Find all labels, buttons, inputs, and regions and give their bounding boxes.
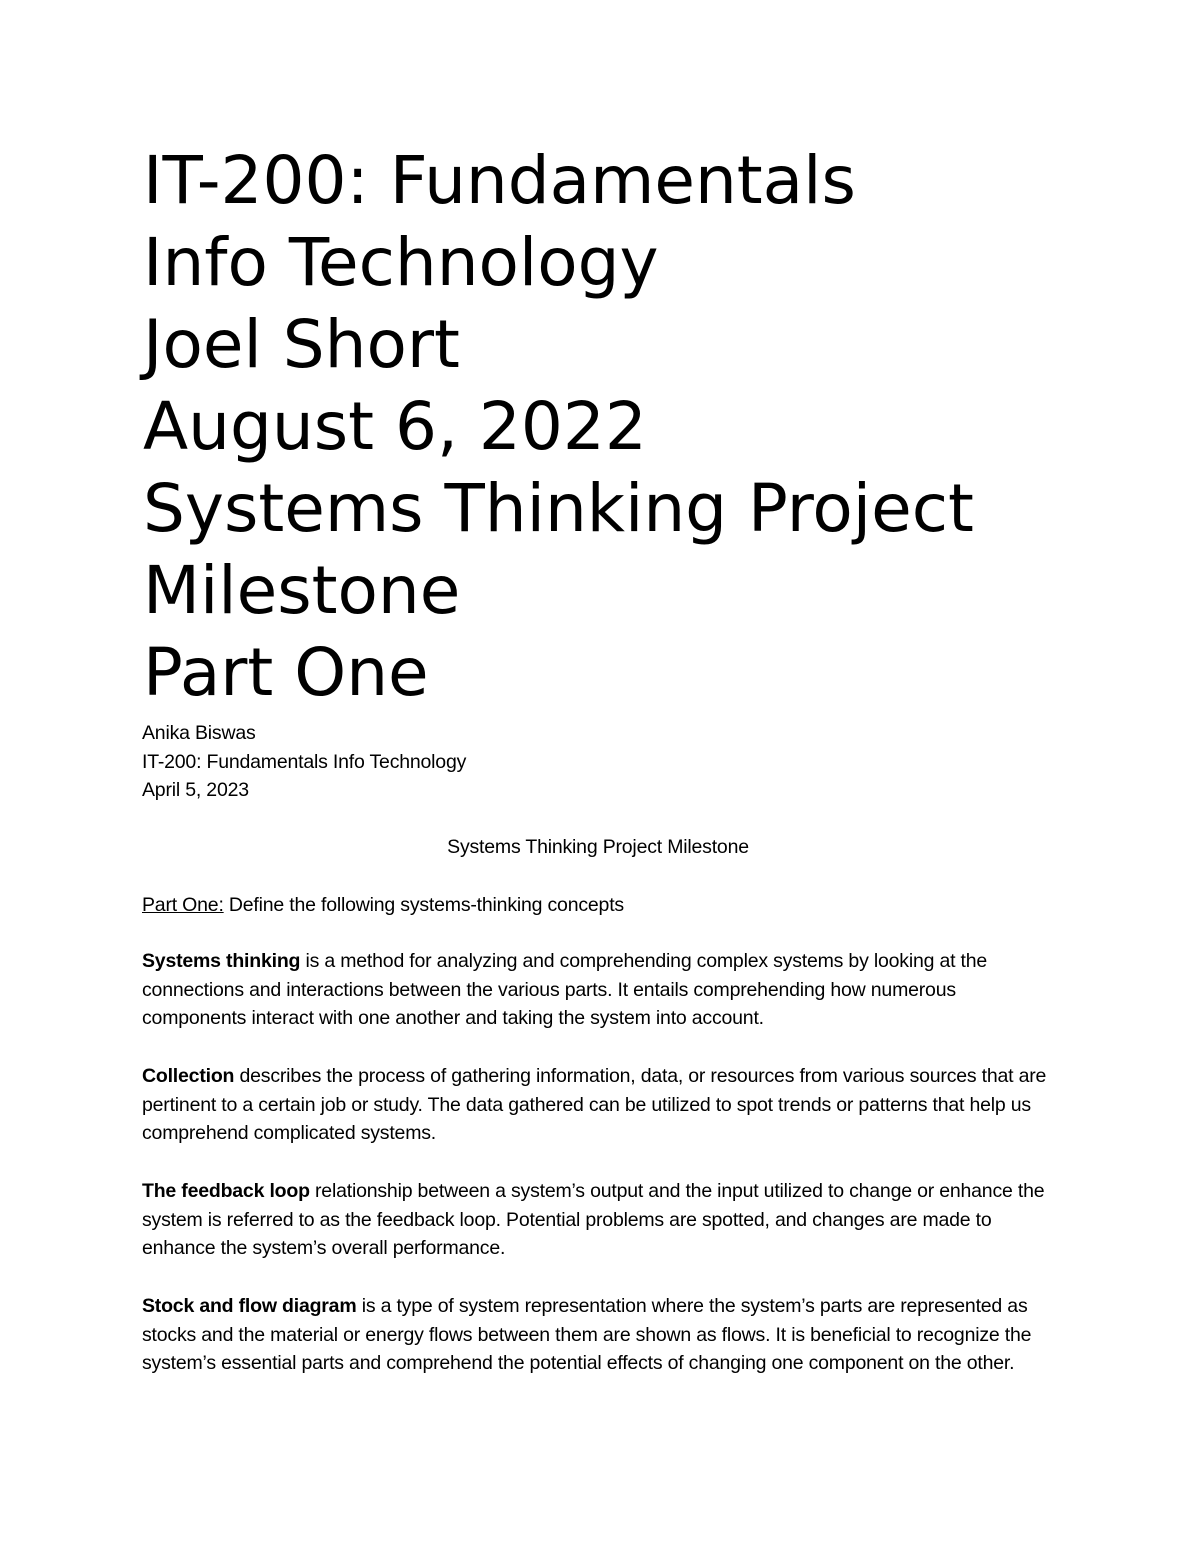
cover-course-line-2: Info Technology <box>143 224 659 301</box>
definition-text: is a method for analyzing and comprehending complex systems by looking at the connections and interactions between the various parts. It entails comprehending how numerous components interact with one another and taking the system into account. <box>142 950 988 1029</box>
definition-term: Systems thinking <box>142 950 301 972</box>
part-one-heading <box>142 891 1082 920</box>
definition-stock-and-flow <box>142 1292 1047 1378</box>
cover-author-name: Joel Short <box>143 306 460 383</box>
definition-systems-thinking <box>142 947 1047 1033</box>
definition-term: Collection <box>142 1065 235 1087</box>
document-title: Systems Thinking Project Milestone <box>447 836 749 858</box>
part-one-label: Part One: <box>142 894 224 916</box>
definition-collection <box>142 1062 1047 1148</box>
cover-course-line: IT-200: Fundamentals <box>143 142 856 219</box>
definition-feedback-loop <box>142 1177 1047 1263</box>
cover-project-title: Systems Thinking Project <box>143 470 974 547</box>
definition-text: relationship between a system’s output and the input utilized to change or enhance the system is referred to as the feedback loop. Potential problems are spotted, and changes are made to enhance the system’s overall performance. <box>142 1180 1045 1259</box>
definition-text: is a type of system representation where the system’s parts are represented as stocks and the material or energy flows between them are shown as flows. It is beneficial to recognize the system’s essential parts and comprehend the potential effects of changing one component on the other. <box>142 1295 1032 1374</box>
definition-term: The feedback loop <box>142 1180 310 1202</box>
header-course: IT-200: Fundamentals Info Technology <box>142 750 467 773</box>
cover-project-title-2: Milestone <box>143 552 461 629</box>
cover-date: August 6, 2022 <box>143 388 647 465</box>
cover-title-block <box>143 140 1163 714</box>
cover-part-label: Part One <box>143 634 429 711</box>
header-date: April 5, 2023 <box>142 779 249 801</box>
definition-term: Stock and flow diagram <box>142 1295 357 1317</box>
student-header <box>142 719 1042 805</box>
part-one-instruction: Define the following systems-thinking concepts <box>223 894 624 916</box>
header-author: Anika Biswas <box>142 722 256 744</box>
definition-text: describes the process of gathering information, data, or resources from various sources that are pertinent to a certain job or study. The data gathered can be utilized to spot trends or patterns that help us comprehend complicated systems. <box>142 1065 1047 1144</box>
